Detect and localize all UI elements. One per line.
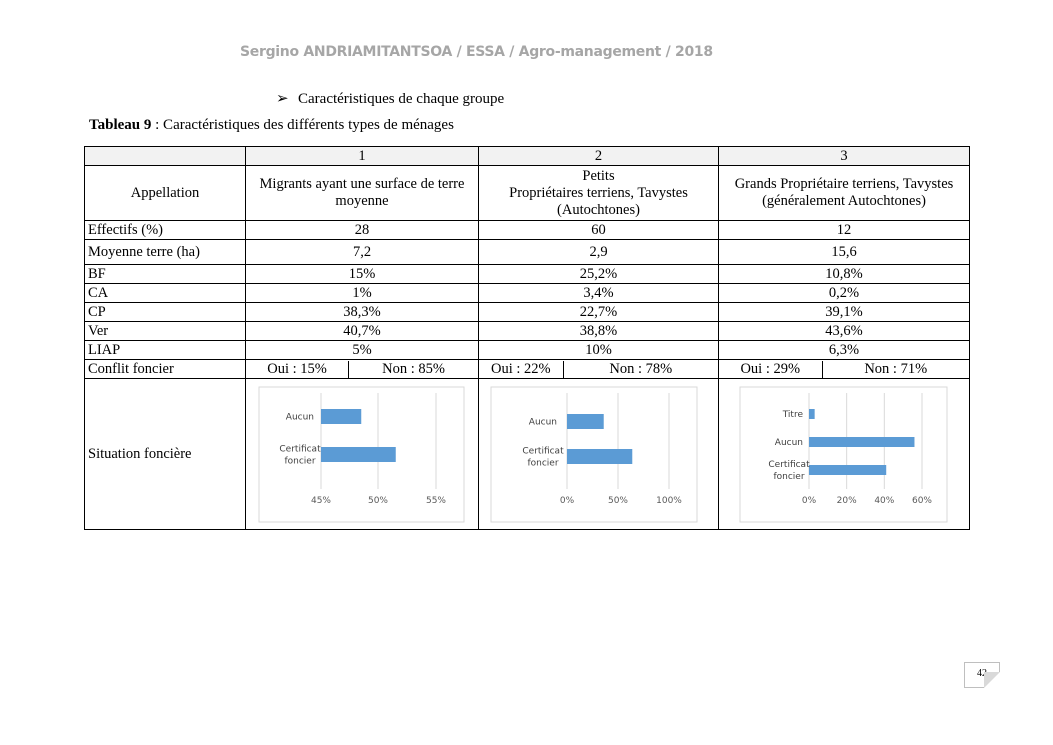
table-cell: 28 — [246, 221, 479, 240]
appellation-line: (généralement Autochtones) — [762, 193, 926, 209]
tick-label: 55% — [425, 496, 447, 506]
row-label: BF — [85, 265, 246, 284]
row-label: Effectifs (%) — [85, 221, 246, 240]
arrow-bullet-icon: ➢ — [276, 91, 289, 107]
category-label: Certificat — [768, 460, 810, 470]
category-label: foncier — [527, 458, 559, 469]
running-header: Sergino ANDRIAMITANTSOA / ESSA / Agro-management / 2018 — [240, 44, 713, 60]
row-label: LIAP — [85, 341, 246, 360]
table-cell: 6,3% — [719, 341, 970, 360]
category-label: Titre — [782, 410, 803, 420]
table-cell: 38,3% — [246, 303, 479, 322]
non-value: Non : 78% — [609, 360, 673, 377]
land-situation-chart-1 — [246, 379, 478, 529]
appellation-line: (Autochtones) — [557, 201, 640, 218]
oui-value: Oui : 29% — [719, 361, 823, 378]
oui-value: Oui : 22% — [479, 361, 564, 378]
bullet-text: Caractéristiques de chaque groupe — [298, 91, 505, 107]
conflit-cell — [479, 360, 719, 379]
table-cell: 38,8% — [479, 322, 719, 341]
group-header-row — [85, 147, 970, 166]
land-situation-chart-3 — [719, 379, 968, 529]
category-label: Certificat — [522, 446, 564, 457]
bar — [809, 437, 914, 447]
category-label: Aucun — [285, 412, 314, 423]
table-cell: 39,1% — [719, 303, 970, 322]
category-label: foncier — [284, 456, 316, 467]
row-label: CA — [85, 284, 246, 303]
tick-label: 60% — [911, 496, 933, 506]
tick-label: 50% — [607, 496, 629, 506]
category-label: foncier — [773, 472, 805, 482]
row-label: Ver — [85, 322, 246, 341]
appellation-cell — [719, 166, 970, 221]
table-cell: 0,2% — [719, 284, 970, 303]
appellation-line: Migrants ayant une surface de terre — [259, 176, 465, 192]
table-row — [85, 341, 970, 360]
bar — [809, 409, 815, 419]
group-number: 2 — [479, 147, 719, 166]
table-cell: 1% — [246, 284, 479, 303]
bar — [567, 414, 604, 429]
non-value: Non : 85% — [382, 360, 445, 377]
appellation-line: moyenne — [335, 193, 389, 209]
chart-cell — [246, 379, 479, 530]
group-number: 1 — [246, 147, 479, 166]
conflit-cell — [246, 360, 479, 379]
table-row — [85, 284, 970, 303]
table-caption — [89, 117, 454, 134]
tick-label: 50% — [367, 496, 389, 506]
table-cell: 15,6 — [719, 240, 970, 265]
chart-cell — [719, 379, 970, 530]
section-bullet — [276, 89, 504, 108]
table-cell: 3,4% — [479, 284, 719, 303]
oui-value: Oui : 15% — [246, 361, 349, 378]
category-label: Aucun — [774, 438, 803, 448]
table-cell: 60 — [479, 221, 719, 240]
row-label: CP — [85, 303, 246, 322]
table-cell: 40,7% — [246, 322, 479, 341]
tick-label: 45% — [310, 496, 332, 506]
table-cell: 12 — [719, 221, 970, 240]
row-label: Appellation — [85, 166, 246, 221]
table-row — [85, 240, 970, 265]
tick-label: 40% — [874, 496, 895, 506]
appellation-line: Petits — [582, 167, 615, 184]
table-cell: 43,6% — [719, 322, 970, 341]
bar — [809, 465, 886, 475]
appellation-line: Grands Propriétaire terriens, Tavystes — [734, 176, 954, 192]
tick-label: 100% — [656, 496, 682, 506]
situation-row — [85, 379, 970, 530]
row-label: Situation foncière — [85, 379, 246, 530]
category-label: Aucun — [528, 417, 557, 428]
land-situation-chart-2 — [479, 379, 718, 529]
table-cell: 15% — [246, 265, 479, 284]
table-row — [85, 322, 970, 341]
empty-header-cell — [85, 147, 246, 166]
appellation-cell — [479, 166, 719, 221]
row-label: Conflit foncier — [85, 360, 246, 379]
bar — [321, 447, 396, 462]
page-number: 42 — [964, 662, 1000, 688]
table-cell: 5% — [246, 341, 479, 360]
tick-label: 0% — [801, 496, 817, 506]
bar — [321, 409, 361, 424]
tick-label: 20% — [836, 496, 857, 506]
non-value: Non : 71% — [864, 360, 928, 377]
appellation-row — [85, 166, 970, 221]
table-row — [85, 265, 970, 284]
bar — [567, 449, 632, 464]
table-cell: 25,2% — [479, 265, 719, 284]
chart-cell — [479, 379, 719, 530]
table-row — [85, 221, 970, 240]
row-label: Moyenne terre (ha) — [85, 240, 246, 265]
group-number: 3 — [719, 147, 970, 166]
tick-label: 0% — [559, 496, 575, 506]
appellation-cell — [246, 166, 479, 221]
characteristics-table — [84, 146, 970, 530]
table-cell: 2,9 — [479, 240, 719, 265]
appellation-line: Propriétaires terriens, Tavystes — [509, 184, 688, 201]
caption-text: : Caractéristiques des différents types de ménages — [151, 117, 454, 133]
table-cell: 10% — [479, 341, 719, 360]
table-cell: 10,8% — [719, 265, 970, 284]
category-label: Certificat — [279, 444, 321, 455]
table-row — [85, 303, 970, 322]
table-cell: 7,2 — [246, 240, 479, 265]
table-cell: 22,7% — [479, 303, 719, 322]
conflit-cell — [719, 360, 970, 379]
conflit-row — [85, 360, 970, 379]
caption-label: Tableau 9 — [89, 117, 152, 133]
